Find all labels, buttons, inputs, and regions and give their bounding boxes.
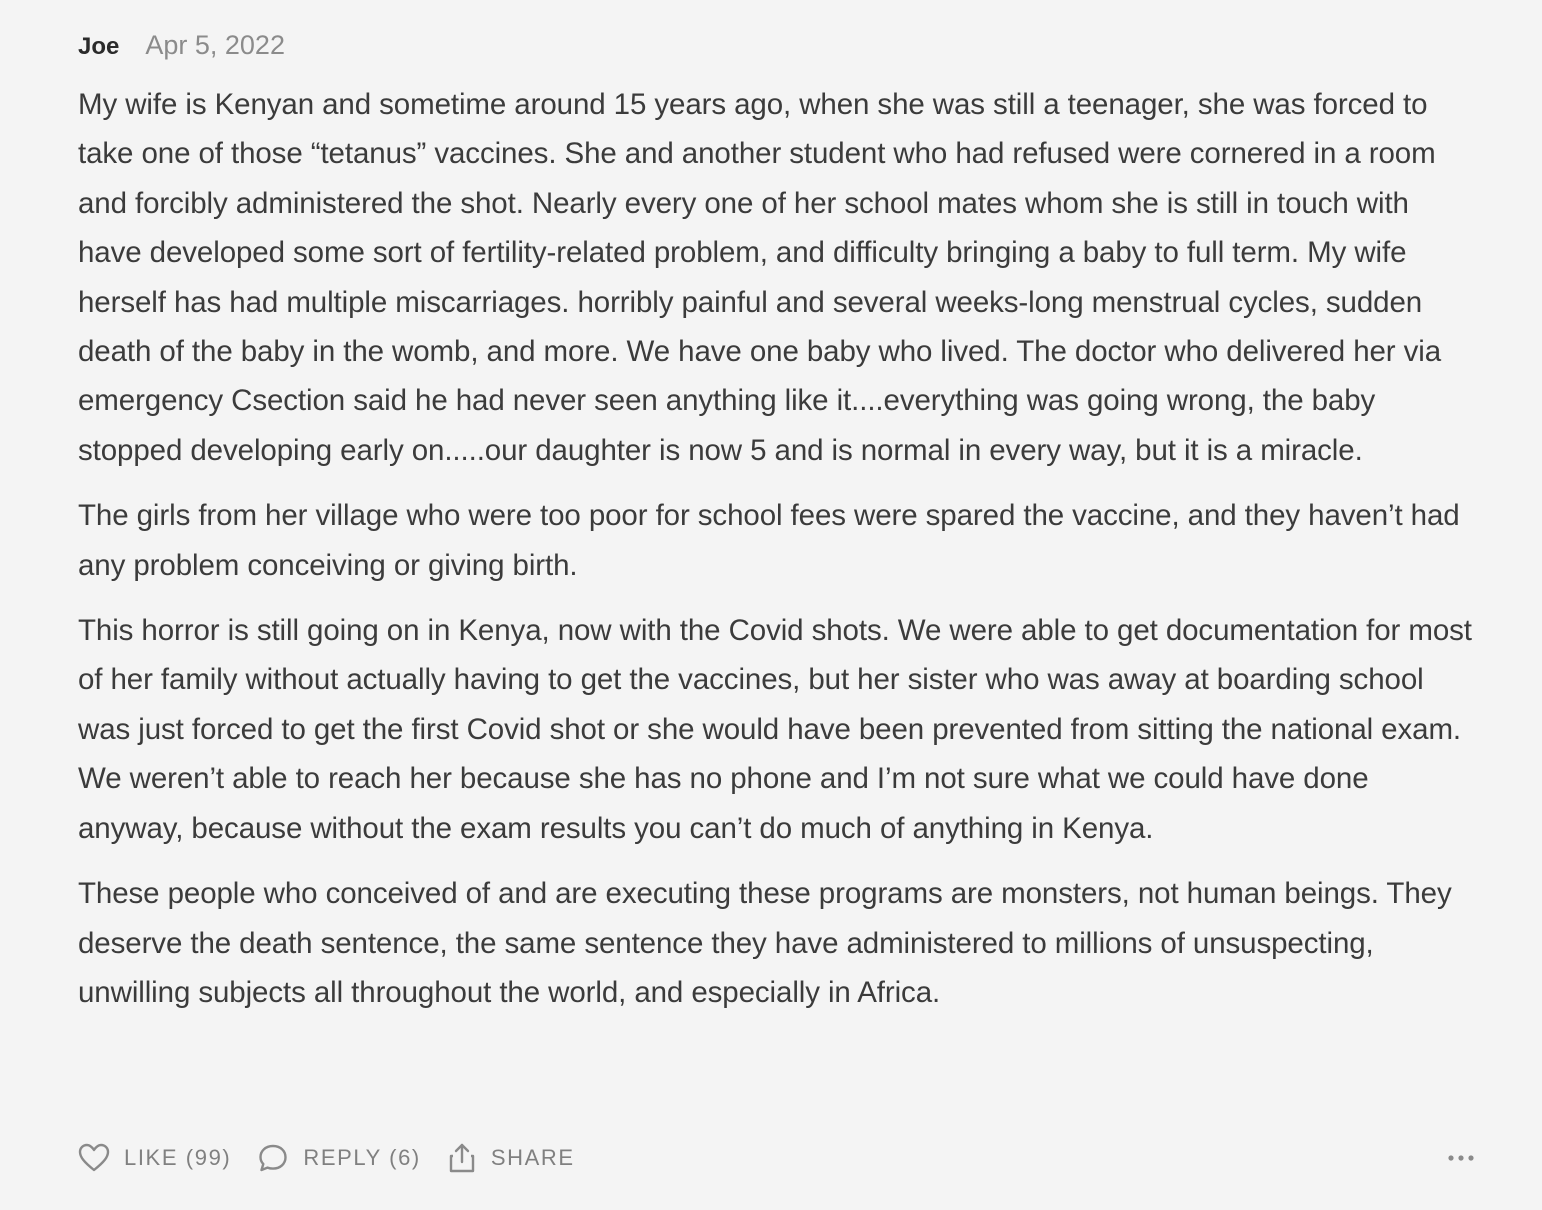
comment-paragraph-4: These people who conceived of and are executing these programs are monsters, not human beings. They deserve the death sentence, the same sentence they have administered to millions of unsuspecting, unwilling subjects all throughout the world, and especially in Africa.	[78, 877, 1452, 1009]
more-options-button[interactable]	[1446, 1144, 1476, 1172]
comment	[78, 30, 1476, 1170]
heart-icon	[78, 1143, 110, 1173]
comment-paragraph-2: The girls from her village who were too poor for school fees were spared the vaccine, and they haven’t had any problem conceiving or giving birth.	[78, 499, 1460, 582]
like-label: LIKE (99)	[124, 1145, 232, 1170]
comment-header	[78, 30, 1476, 74]
like-button[interactable]	[78, 1143, 231, 1173]
comment-paragraph-1: My wife is Kenyan and sometime around 15 years ago, when she was still a teenager, she was forced to take one of those “tetanus” vaccines. She and another student who had refused were cornered in a room and forcibly administered the shot. Nearly every one of her school mates whom she is still in touch with have developed some sort of fertility-related problem, and difficulty bringing a baby to full term. My wife herself has had multiple miscarriages. horribly painful and several weeks-long menstrual cycles, sudden death of the baby in the womb, and more. We have one baby who lived. The doctor who delivered her via emergency Csection said he had never seen anything like it....everything was going wrong, the baby stopped developing early on.....our daughter is now 5 and is normal in every way, but it is a miracle.	[78, 88, 1442, 467]
reply-button[interactable]	[257, 1143, 421, 1173]
more-dots-icon	[1447, 1154, 1475, 1162]
share-icon	[447, 1142, 477, 1174]
comment-actions	[78, 1138, 1476, 1178]
share-label: SHARE	[490, 1145, 575, 1170]
share-button[interactable]	[447, 1142, 575, 1174]
comment-body	[78, 80, 1476, 1017]
comment-author[interactable]: Joe	[78, 33, 120, 60]
comment-paragraph-3: This horror is still going on in Kenya, now with the Covid shots. We were able to get documentation for most of her family without actually having to get the vaccines, but her sister who was away at boarding school was just forced to get the first Covid shot or she would have been prevented from sitting the national exam. We weren’t able to reach her because she has no phone and I’m not sure what we could have done anyway, because without the exam results you can’t do much of anything in Kenya.	[78, 614, 1472, 845]
speech-bubble-icon	[257, 1143, 289, 1173]
reply-label: REPLY (6)	[303, 1145, 421, 1170]
comment-date[interactable]: Apr 5, 2022	[145, 30, 285, 60]
